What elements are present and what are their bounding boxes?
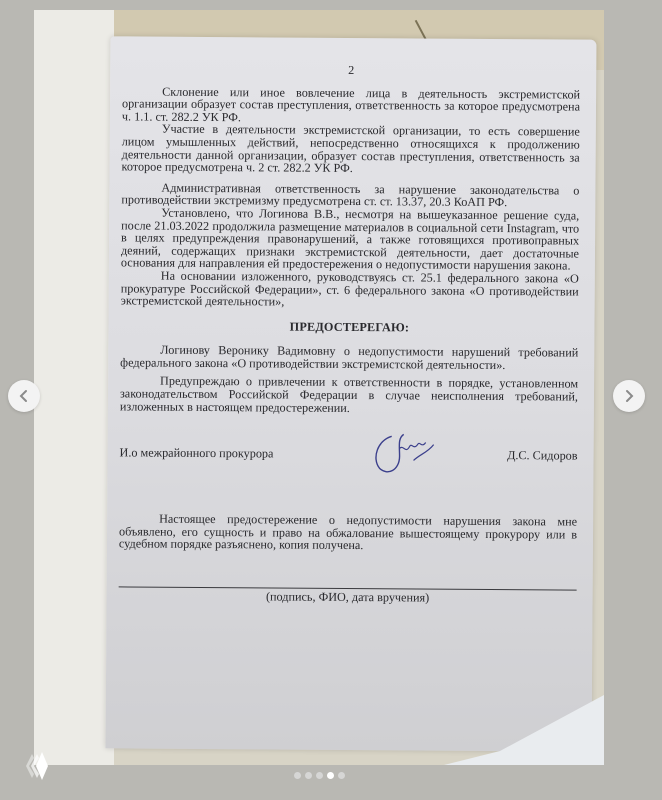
chevron-left-icon bbox=[17, 389, 31, 403]
paragraph: Склонение или иное вовлечение лица в деятельность экстремистской организации образует состав преступления, ответственность за которое предусмотрена ч. 1.1. ст. 282.2 УК РФ. bbox=[121, 84, 581, 125]
signatory-name: Д.С. Сидоров bbox=[507, 448, 578, 463]
paragraph: Административная ответственность за нарушение законодательства о противодействии экстремизму предусмотрена ст. ст. 13.37, 20.3 КоАП РФ. bbox=[121, 180, 580, 210]
acknowledgement-paragraph: Настоящее предостережение о недопустимости нарушения закона мне объявлено, его сущность и право на обжалование вышестоящему прокурору или в судебном порядке разъяснено, копия получена. bbox=[118, 511, 578, 553]
carousel-dot-5[interactable] bbox=[338, 772, 345, 779]
warning-paragraph: Предупреждаю о привлечении к ответственности в порядке, установленном законодательством Российской Федерации в случае неисполнения требований, изложенных в настоящем предостережении. bbox=[119, 374, 579, 415]
carousel-pagination bbox=[294, 772, 345, 779]
document-page bbox=[106, 36, 597, 751]
photo-background-wall bbox=[34, 10, 114, 765]
document-body bbox=[119, 62, 581, 605]
warning-paragraph: Логинову Веронику Вадимовну о недопустимости нарушений требований федерального закона «О противодействии экстремистской деятельности». bbox=[120, 342, 579, 372]
chevron-right-icon bbox=[622, 389, 636, 403]
paragraph: Установлено, что Логинова В.В., несмотря на вышеуказанное решение суда, после 21.03.2022 продолжила размещение материалов в социальной сети Instagram, что в целях предупреждения правонарушений, а также готовящихся противоправных деяний, содержащих признаки экстремистской деятельности, дает достаточные основания для направления ей предостережения о недопустимости нарушения закона. bbox=[120, 205, 580, 273]
signature-line-caption: (подпись, ФИО, дата вручения) bbox=[265, 589, 430, 605]
carousel-slide-photo bbox=[34, 10, 604, 765]
document-heading: ПРЕДОСТЕРЕГАЮ: bbox=[289, 319, 410, 335]
handwritten-signature-icon bbox=[369, 430, 439, 476]
page-number: 2 bbox=[348, 62, 355, 78]
layered-diamond-logo-icon bbox=[20, 748, 50, 784]
carousel-dot-3[interactable] bbox=[316, 772, 323, 779]
signature-block bbox=[119, 433, 577, 476]
carousel-next-button[interactable] bbox=[613, 380, 645, 412]
carousel-dot-1[interactable] bbox=[294, 772, 301, 779]
carousel-dot-2[interactable] bbox=[305, 772, 312, 779]
paragraph: Участие в деятельности экстремистской организации, то есть совершение лицом умышленных действий, непосредственно относящихся к продолжению деятельности данной организации, образует состав преступления, ответственность за которое предусмотрена ч. 2 ст. 282.2 УК РФ. bbox=[121, 122, 580, 176]
carousel-dot-4-active[interactable] bbox=[327, 772, 334, 779]
paragraph: На основании изложенного, руководствуясь ст. 25.1 федерального закона «О прокуратуре Российской Федерации», ст. 6 федерального закона «О противодействии экстремистской деятельности», bbox=[120, 268, 579, 309]
carousel-prev-button[interactable] bbox=[8, 380, 40, 412]
signatory-title: И.о межрайонного прокурора bbox=[119, 445, 274, 461]
